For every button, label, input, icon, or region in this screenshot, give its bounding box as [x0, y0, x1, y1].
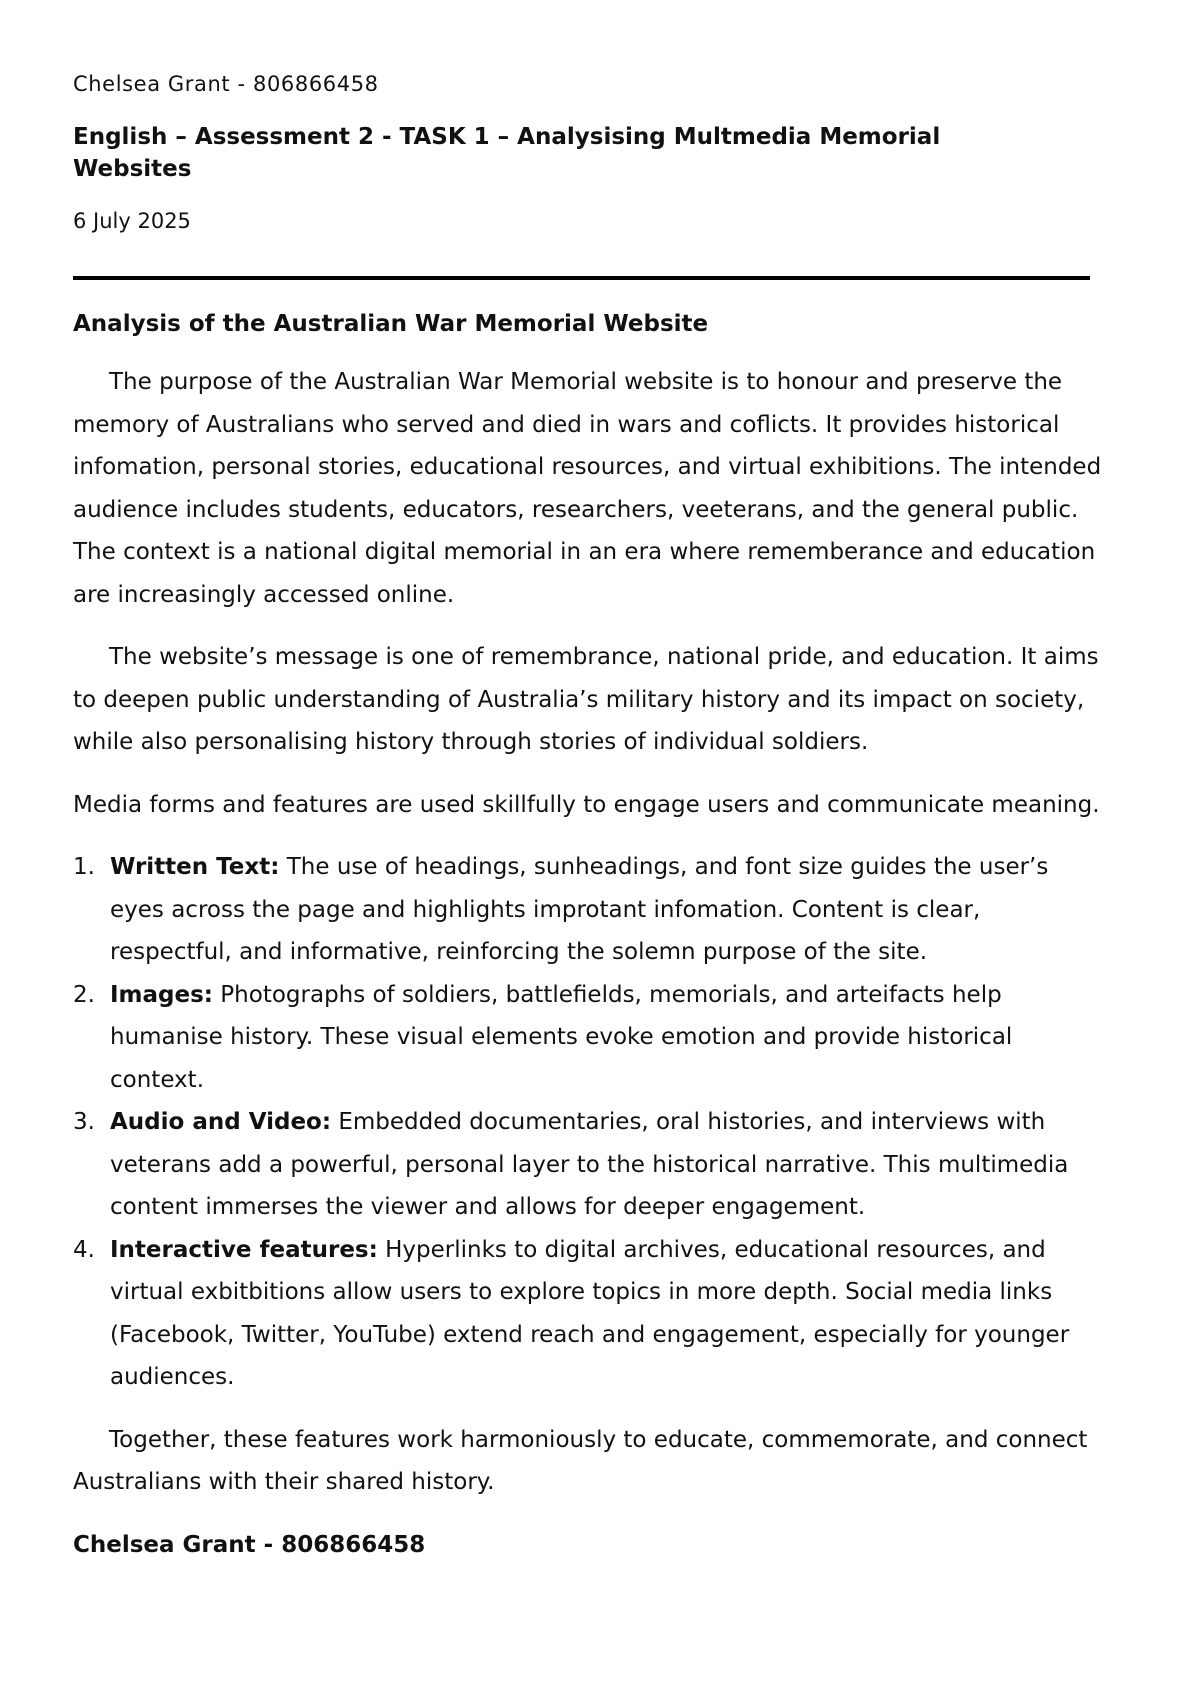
media-features-list: [73, 846, 1103, 1399]
author-signoff: Chelsea Grant - 806866458: [73, 1531, 426, 1558]
paragraph-message: The website’s message is one of remembrance, national pride, and education. It aims to deepen public understanding of Australia’s military history and its impact on society, while also personalising history through stories of individual soldiers.: [73, 644, 1099, 755]
document-title: English – Assessment 2 - TASK 1 – Analysising Multmedia Memorial Websites: [73, 124, 941, 182]
author-line: Chelsea Grant - 806866458: [73, 72, 379, 96]
list-number: 4.: [73, 1236, 95, 1263]
document-date: 6 July 2025: [73, 209, 191, 233]
paragraph-purpose: The purpose of the Australian War Memorial website is to honour and preserve the memory of Australians who served and died in wars and coflicts. It provides historical infomation, personal stories, educational resources, and virtual exhibitions. The intended audience includes students, educators, researchers, veeterans, and the general public. The context is a national digital memorial in an era where rememberance and education are increasingly accessed online.: [73, 369, 1102, 608]
paragraph-conclusion: Together, these features work harmoniously to educate, commemorate, and connect Australians with their shared history.: [73, 1426, 1088, 1495]
list-text: Photographs of soldiers, battlefields, memorials, and arteifacts help humanise history. These visual elements evoke emotion and provide historical context.: [110, 981, 1013, 1093]
list-item: [73, 846, 1103, 974]
section-heading: Analysis of the Australian War Memorial Website: [73, 311, 709, 337]
paragraph-media-intro: Media forms and features are used skillfully to engage users and communicate meaning.: [73, 791, 1100, 818]
list-item: [73, 1229, 1103, 1399]
list-number: 1.: [73, 854, 95, 880]
horizontal-divider: [73, 276, 1090, 280]
list-item: [73, 974, 1103, 1102]
list-text: The use of headings, sunheadings, and font size guides the user’s eyes across the page and highlights improtant infomation. Content is clear, respectful, and informative, reinforcing the solemn purpose of the site.: [110, 854, 1049, 965]
list-term: Written Text:: [110, 854, 280, 880]
list-number: 2.: [73, 981, 95, 1008]
document-body: [73, 307, 1103, 1566]
list-term: Audio and Video:: [110, 1109, 332, 1135]
list-item: [73, 1101, 1103, 1229]
list-number: 3.: [73, 1109, 95, 1135]
list-text: Embedded documentaries, oral histories, and interviews with veterans add a powerful, personal layer to the historical narrative. This multimedia content immerses the viewer and allows for deeper engagement.: [110, 1109, 1069, 1220]
list-text: Hyperlinks to digital archives, educational resources, and virtual exbitbitions allow users to explore topics in more depth. Social media links (Facebook, Twitter, YouTube) extend reach and engagement, especially for younger audiences.: [110, 1236, 1070, 1390]
list-term: Images:: [110, 981, 213, 1008]
list-term: Interactive features:: [110, 1236, 378, 1263]
